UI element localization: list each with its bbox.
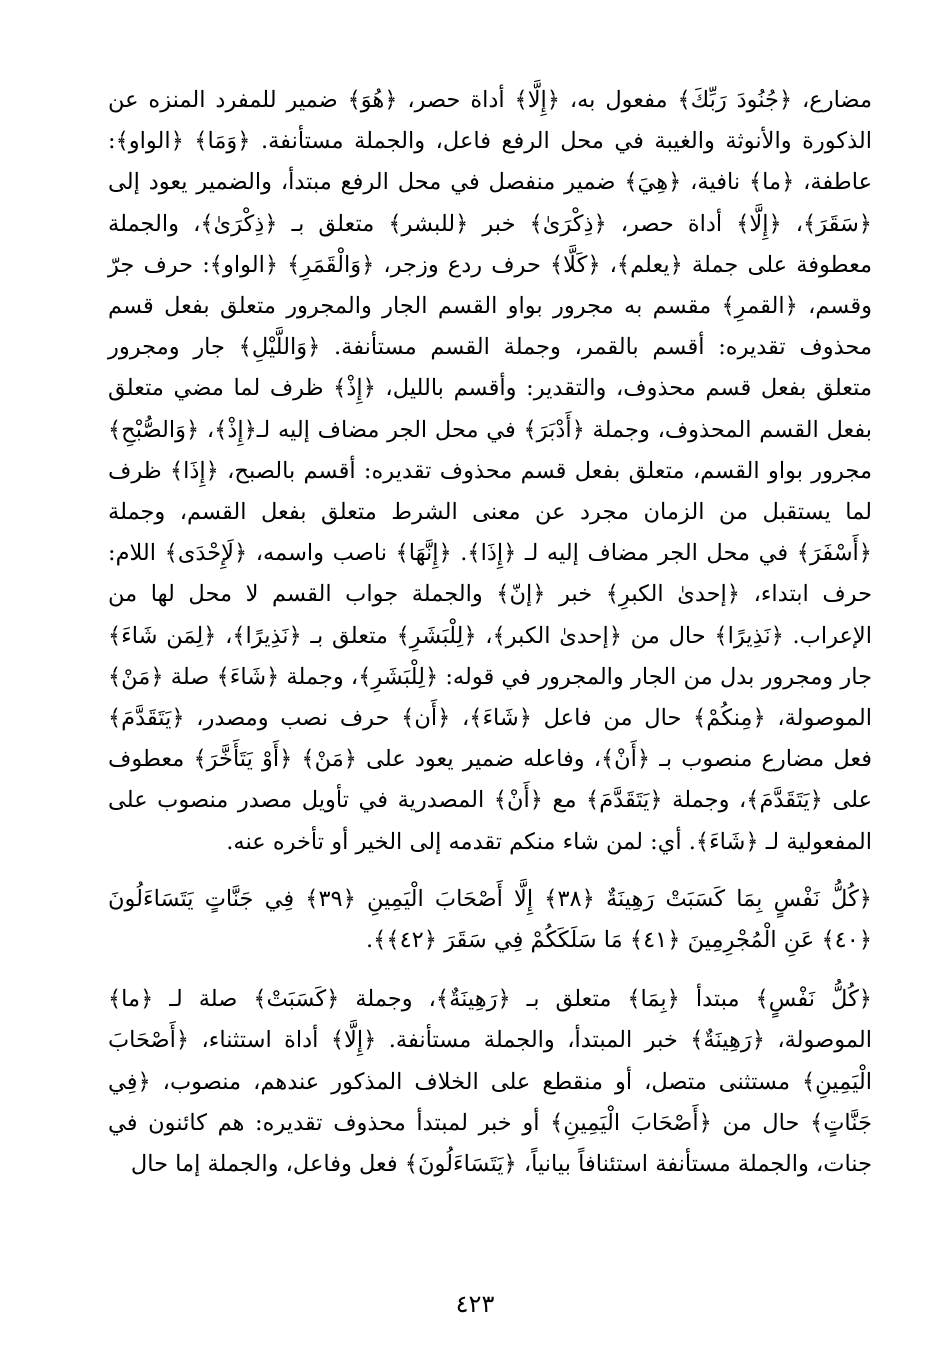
paragraph-irab-1: مضارع، ﴿جُنُودَ رَبِّكَ﴾ مفعول به، ﴿إِلَّا﴾ أداة حصر، ﴿هُوَ﴾ ضمير للمفرد المنزه عن الذكورة والأنوثة والغيبة في محل الرفع فاعل، والجملة مستأنفة. ﴿وَمَا﴾ ﴿الواو﴾: عاطفة، ﴿ما﴾ نافية، ﴿هِيَ﴾ ضمير منفصل في محل الرفع مبتدأ، والضمير يعود إلى ﴿سَقَرَ﴾، ﴿إِلَّا﴾ أداة حصر، ﴿ذِكْرَىٰ﴾ خبر ﴿للبشر﴾ متعلق بـ ﴿ذِكْرَىٰ﴾، والجملة معطوفة على جملة ﴿يعلم﴾، ﴿كَلَّا﴾ حرف ردع وزجر، ﴿وَالْقَمَرِ﴾ ﴿الواو﴾: حرف جرّ وقسم، ﴿القمرِ﴾ مقسم به مجرور بواو القسم الجار والمجرور متعلق بفعل قسم محذوف تقديره: أقسم بالقمر، وجملة القسم مستأنفة. ﴿وَاللَّيْلِ﴾ جار ومجرور متعلق بفعل قسم محذوف، والتقدير: وأقسم بالليل، ﴿إِذْ﴾ ظرف لما مضي متعلق بفعل القسم المحذوف، وجملة ﴿أَدْبَرَ﴾ في محل الجر مضاف إليه لـ﴿إِذْ﴾، ﴿وَالصُّبْحِ﴾ مجرور بواو القسم، متعلق بفعل قسم محذوف تقديره: أقسم بالصبح، ﴿إِذَا﴾ ظرف لما يستقبل من الزمان مجرد عن معنى الشرط متعلق بفعل القسم، وجملة ﴿أَسْفَرَ﴾ في محل الجر مضاف إليه لـ ﴿إِذَا﴾. ﴿إِنَّهَا﴾ ناصب واسمه، ﴿لَإِحْدَى﴾ اللام: حرف ابتداء، ﴿إحدىٰ الكبرِ﴾ خبر ﴿إنّ﴾ والجملة جواب القسم لا محل لها من الإعراب. ﴿نَذِيرًا﴾ حال من ﴿إحدىٰ الكبر﴾، ﴿لِلْبَشَرِ﴾ متعلق بـ ﴿نَذِيرًا﴾، ﴿لِمَن شَاءَ﴾ جار ومجرور بدل من الجار والمجرور في قوله: ﴿لِلْبَشَرِ﴾، وجملة ﴿شَاءَ﴾ صلة ﴿مَنْ﴾ الموصولة، ﴿مِنكُمْ﴾ حال من فاعل ﴿شَاءَ﴾، ﴿أَن﴾ حرف نصب ومصدر، ﴿يَتَقَدَّمَ﴾ فعل مضارع منصوب بـ ﴿أَنْ﴾، وفاعله ضمير يعود على ﴿مَنْ﴾ ﴿أَوْ يَتَأَخَّرَ﴾ معطوف على ﴿يَتَقَدَّمَ﴾، وجملة ﴿يَتَقَدَّمَ﴾ مع ﴿أَنْ﴾ المصدرية في تأويل مصدر منصوب على المفعولية لـ ﴿شَاءَ﴾. أي: لمن شاء منكم تقدمه إلى الخير أو تأخره عنه.: [108, 87, 872, 855]
page-number: ٤٢٣: [455, 1290, 495, 1318]
paragraph-irab-2: ﴿كُلُّ نَفْسٍ﴾ مبتدأ ﴿بِمَا﴾ متعلق بـ ﴿رَهِينَةٌ﴾، وجملة ﴿كَسَبَتْ﴾ صلة لـ ﴿ما﴾ الموصولة، ﴿رَهِينَةٌ﴾ خبر المبتدأ، والجملة مستأنفة. ﴿إِلَّا﴾ أداة استثناء، ﴿أَصْحَابَ الْيَمِينِ﴾ مستثنى متصل، أو منقطع على الخلاف المذكور عندهم، منصوب، ﴿فِي جَنَّاتٍ﴾ حال من ﴿أَصْحَابَ الْيَمِينِ﴾ أو خبر لمبتدأ محذوف تقديره: هم كائنون في جنات، والجملة مستأنفة استئنافاً بيانياً، ﴿يَتَسَاءَلُونَ﴾ فعل وفاعل، والجملة إما حال: [108, 986, 872, 1178]
quran-verse-block: ﴿كُلُّ نَفْسٍ بِمَا كَسَبَتْ رَهِينَةٌ ﴿٣٨﴾ إِلَّا أَصْحَابَ الْيَمِينِ ﴿٣٩﴾ فِي جَنَّاتٍ يَتَسَاءَلُونَ ﴿٤٠﴾ عَنِ الْمُجْرِمِينَ ﴿٤١﴾ مَا سَلَكَكُمْ فِي سَقَرَ ﴿٤٢﴾﴾.: [108, 885, 872, 954]
